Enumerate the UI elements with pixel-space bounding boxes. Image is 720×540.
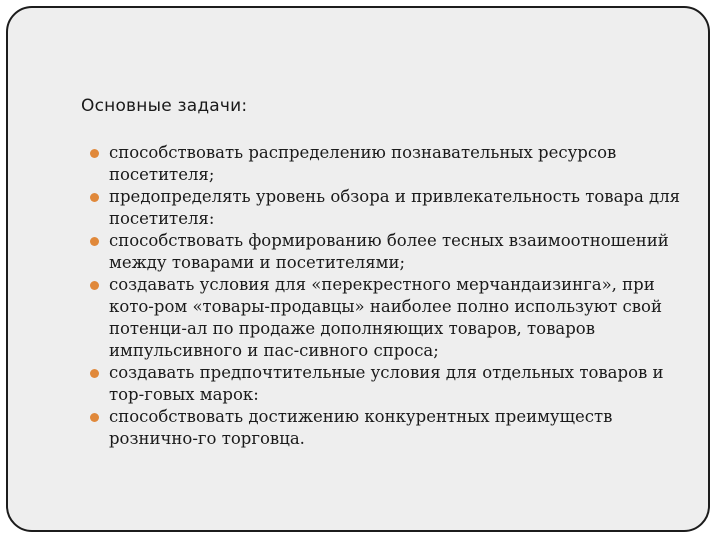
list-item-text: способствовать формированию более тесных взаимоотношений между товарами и посетителями; — [109, 231, 669, 272]
list-item-text: способствовать распределению познавательных ресурсов посетителя; — [109, 143, 617, 184]
bullet-dot-icon — [90, 149, 99, 158]
list-item-text: создавать предпочтительные условия для отдельных товаров и тор-говых марок: — [109, 363, 664, 404]
bullet-dot-icon — [90, 237, 99, 246]
list-item — [88, 186, 688, 230]
list-item-text: способствовать достижению конкурентных преимуществ рознично-го торговца. — [109, 407, 613, 448]
list-item — [88, 362, 688, 406]
list-item — [88, 230, 688, 274]
list-item — [88, 406, 688, 450]
bullet-dot-icon — [90, 369, 99, 378]
bullet-dot-icon — [90, 413, 99, 422]
list-item-text: предопределять уровень обзора и привлекательность товара для посетителя: — [109, 187, 681, 228]
list-item — [88, 142, 688, 186]
bullet-dot-icon — [90, 193, 99, 202]
list-item — [88, 274, 688, 362]
bullet-list — [88, 142, 688, 450]
slide-heading: Основные задачи: — [81, 96, 248, 116]
slide-frame — [6, 6, 710, 532]
bullet-dot-icon — [90, 281, 99, 290]
list-item-text: создавать условия для «перекрестного мерчандаизинга», при кото-ром «товары-продавцы» наиболее полно используют свой потенци-ал по продаже дополняющих товаров, товаров импульсивного и пас-сивного спроса; — [109, 275, 662, 360]
